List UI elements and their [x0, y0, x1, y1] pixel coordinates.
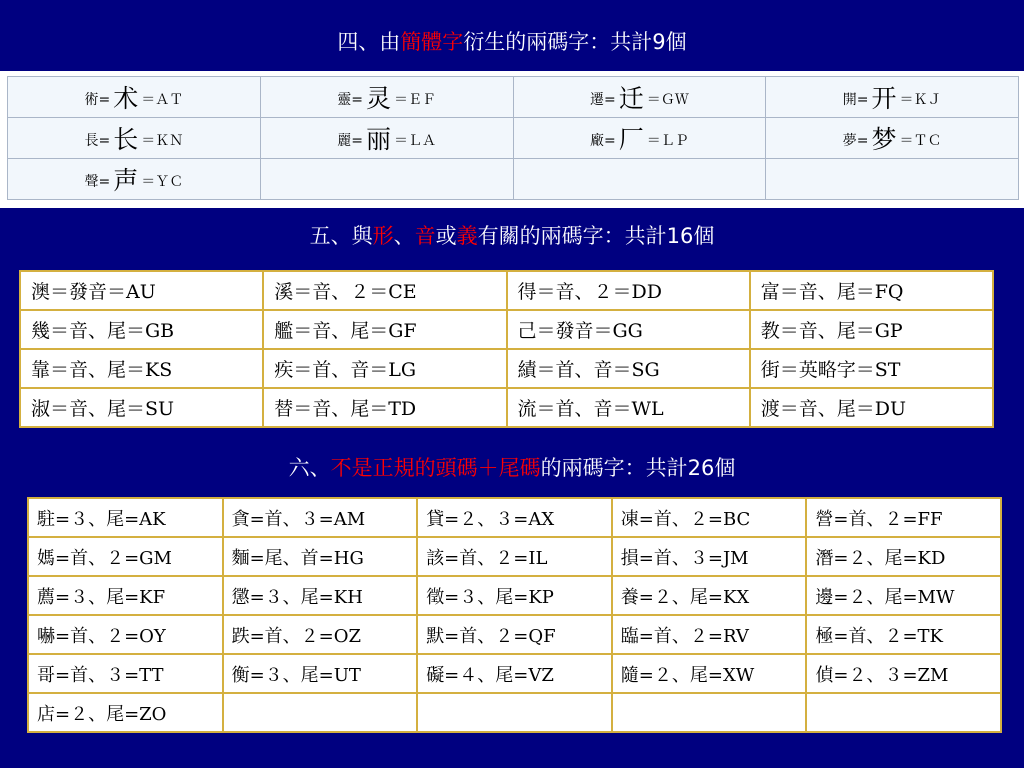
table-cell: 疾＝首、音＝LG: [263, 349, 506, 388]
table-cell: [260, 77, 513, 118]
table-cell: [612, 693, 807, 732]
traditional-char: 靈=: [337, 92, 363, 108]
table-row: [20, 388, 993, 427]
traditional-char: 夢=: [842, 133, 869, 149]
table-cell: 得＝音、２＝DD: [507, 271, 750, 310]
table-row: [8, 159, 1019, 200]
table-row: [28, 615, 1001, 654]
table-cell: 媽=首、２=GM: [28, 537, 223, 576]
simplified-char: 迁: [618, 84, 644, 113]
table-cell: 潛=２、尾=KD: [806, 537, 1001, 576]
table-cell: 麵=尾、首=HG: [223, 537, 418, 576]
table-cell: 隨=２、尾=XW: [612, 654, 807, 693]
table-cell: 徵=３、尾=KP: [417, 576, 612, 615]
table-cell: [8, 159, 261, 200]
table-cell: 渡＝音、尾＝DU: [750, 388, 993, 427]
table-cell: 澳＝發音＝AU: [20, 271, 263, 310]
simplified-char: 梦: [871, 125, 897, 154]
table-cell: [260, 118, 513, 159]
simplified-char: 声: [113, 166, 139, 195]
traditional-char: 開=: [842, 92, 869, 108]
simplified-chars-table: [7, 76, 1019, 200]
table-cell: [513, 77, 766, 118]
table-cell: 富＝音、尾＝FQ: [750, 271, 993, 310]
section4-heading: 四、由簡體字衍生的兩碼字：共計9個: [337, 30, 687, 54]
table-cell: [260, 159, 513, 200]
code-text: ＝ＥＦ: [394, 92, 436, 108]
table-cell: [417, 693, 612, 732]
simplified-char: 灵: [365, 84, 391, 113]
table-cell: 礙=４、尾=VZ: [417, 654, 612, 693]
table-cell: 貸=２、３=AX: [417, 498, 612, 537]
table-cell: 該=首、２=IL: [417, 537, 612, 576]
table-cell: 貪=首、３=AM: [223, 498, 418, 537]
table-cell: 養=２、尾=KX: [612, 576, 807, 615]
table-cell: 凍=首、２=BC: [612, 498, 807, 537]
section6-heading: 六、不是正規的頭碼＋尾碼的兩碼字：共計26個: [288, 456, 736, 480]
table-row: [20, 310, 993, 349]
table-cell: 靠＝音、尾＝KS: [20, 349, 263, 388]
code-text: ＝ＫＮ: [141, 133, 184, 149]
table-cell: 教＝音、尾＝GP: [750, 310, 993, 349]
table-cell: [513, 159, 766, 200]
code-text: ＝ＫＪ: [899, 92, 942, 108]
table-cell: [513, 118, 766, 159]
table-cell: [223, 693, 418, 732]
table-cell: 幾＝音、尾＝GB: [20, 310, 263, 349]
traditional-char: 遷=: [590, 92, 616, 108]
code-text: ＝ＹＣ: [141, 174, 184, 190]
table-cell: 駐=３、尾=AK: [28, 498, 223, 537]
traditional-char: 聲=: [84, 174, 111, 190]
table-cell: 艦＝音、尾＝GF: [263, 310, 506, 349]
table-cell: 哥=首、３=TT: [28, 654, 223, 693]
traditional-char: 麗=: [337, 133, 363, 149]
code-text: ＝ＡＴ: [141, 92, 184, 108]
code-text: ＝ＴＣ: [899, 133, 942, 149]
table-cell: [766, 159, 1019, 200]
table-cell: 替＝音、尾＝TD: [263, 388, 506, 427]
table-cell: 跌=首、２=OZ: [223, 615, 418, 654]
table-cell: 邊=２、尾=MW: [806, 576, 1001, 615]
traditional-char: 長=: [84, 133, 111, 149]
code-text: ＝ＧＷ: [646, 92, 689, 108]
table-row: [28, 576, 1001, 615]
table-cell: 損=首、３=JM: [612, 537, 807, 576]
simplified-chars-panel: [0, 71, 1024, 208]
simplified-char: 丽: [365, 125, 391, 154]
section5-heading: 五、與形、音或義有關的兩碼字：共計16個: [309, 224, 715, 248]
table-cell: 嚇=首、２=OY: [28, 615, 223, 654]
table-cell: 臨=首、２=RV: [612, 615, 807, 654]
table-row: [8, 118, 1019, 159]
table-row: [28, 693, 1001, 732]
simplified-char: 长: [113, 125, 139, 154]
table-cell: 流＝首、音＝WL: [507, 388, 750, 427]
simplified-char: 开: [871, 84, 897, 113]
traditional-char: 術=: [84, 92, 111, 108]
irregular-codes-table: [27, 497, 1002, 733]
table-cell: [806, 693, 1001, 732]
simplified-char: 厂: [618, 125, 644, 154]
table-cell: 街＝英略字＝ST: [750, 349, 993, 388]
table-cell: 衡=３、尾=UT: [223, 654, 418, 693]
simplified-char: 术: [113, 84, 139, 113]
table-cell: 默=首、２=QF: [417, 615, 612, 654]
table-row: [28, 498, 1001, 537]
table-cell: 懲=３、尾=KH: [223, 576, 418, 615]
code-text: ＝ＬＡ: [394, 133, 436, 149]
code-text: ＝ＬＰ: [646, 133, 689, 149]
table-cell: [8, 118, 261, 159]
sound-meaning-table: [19, 270, 994, 428]
table-cell: 己＝發音＝GG: [507, 310, 750, 349]
table-row: [20, 271, 993, 310]
table-cell: 績＝首、音＝SG: [507, 349, 750, 388]
table-row: [8, 77, 1019, 118]
table-cell: 溪＝音、２＝CE: [263, 271, 506, 310]
table-row: [20, 349, 993, 388]
table-cell: 偵=２、３=ZM: [806, 654, 1001, 693]
traditional-char: 廠=: [590, 133, 616, 149]
table-cell: [766, 118, 1019, 159]
table-cell: [766, 77, 1019, 118]
table-row: [28, 654, 1001, 693]
table-row: [28, 537, 1001, 576]
table-cell: 店=２、尾=ZO: [28, 693, 223, 732]
table-cell: 淑＝音、尾＝SU: [20, 388, 263, 427]
table-cell: 薦=３、尾=KF: [28, 576, 223, 615]
table-cell: 營=首、２=FF: [806, 498, 1001, 537]
table-cell: 極=首、２=TK: [806, 615, 1001, 654]
table-cell: [8, 77, 261, 118]
